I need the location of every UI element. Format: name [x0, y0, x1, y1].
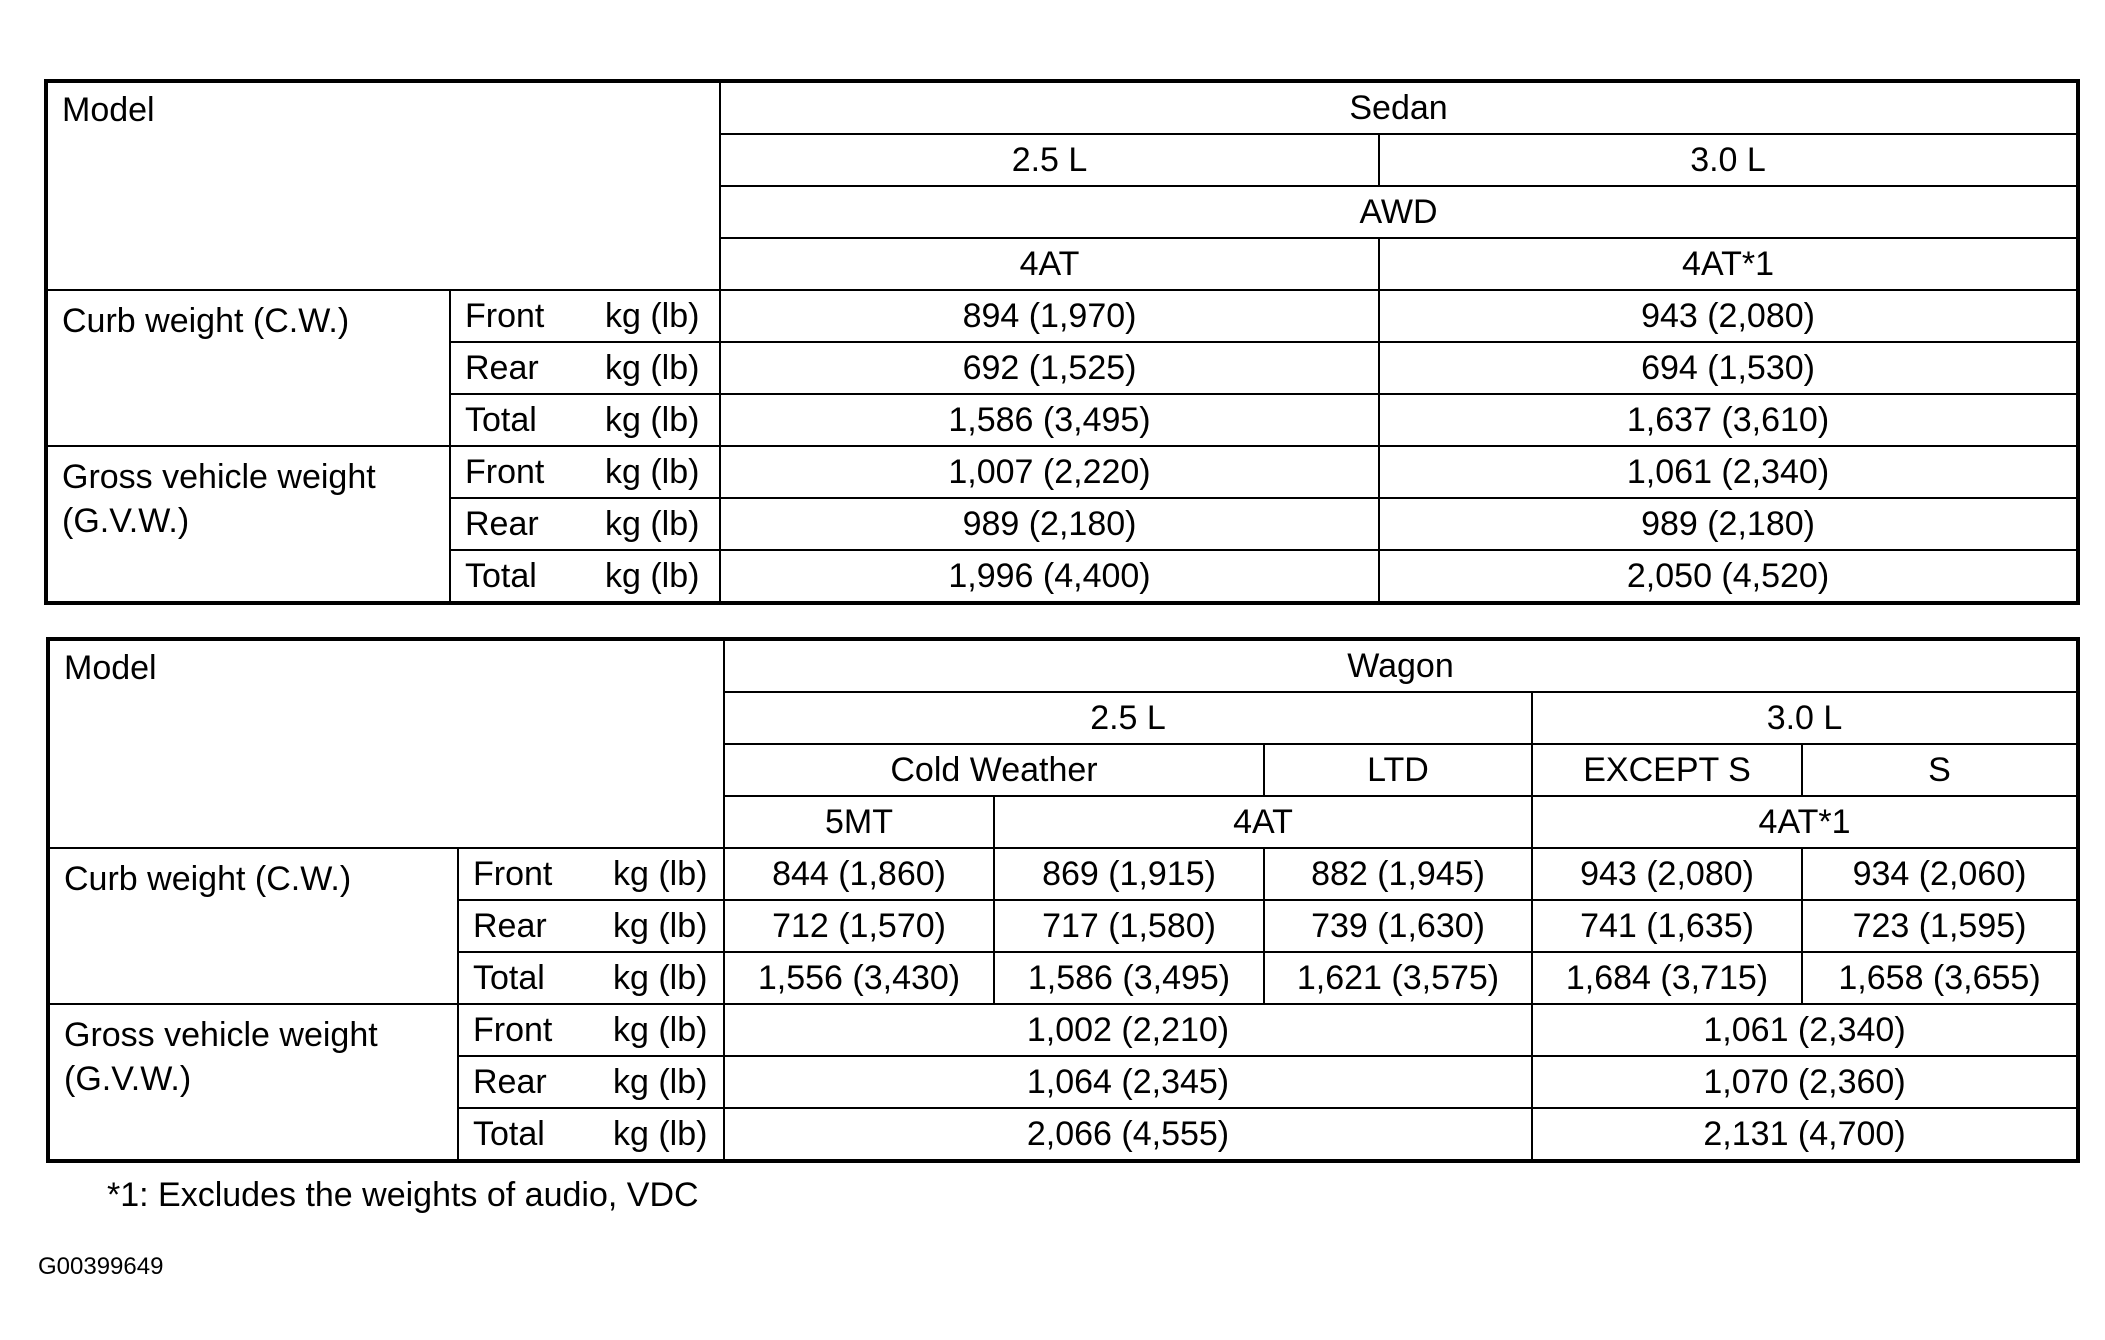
gvw-label	[48, 1004, 458, 1161]
value-cell: 989 (2,180)	[1379, 498, 2078, 550]
value-cell: 943 (2,080)	[1379, 290, 2078, 342]
value-cell: 989 (2,180)	[720, 498, 1379, 550]
value-cell: 741 (1,635)	[1532, 900, 1802, 952]
trim-header: LTD	[1264, 744, 1532, 796]
position-label: Rear	[465, 505, 539, 543]
value-cell: 1,996 (4,400)	[720, 550, 1379, 603]
unit-label: kg (lb)	[613, 855, 708, 893]
gvw-label-line1: Gross vehicle weight	[62, 458, 376, 496]
trim-header: S	[1802, 744, 2078, 796]
model-header-cell: Model	[46, 81, 720, 290]
gvw-label-line2: (G.V.W.)	[62, 502, 190, 541]
value-cell: 1,684 (3,715)	[1532, 952, 1802, 1004]
engine-header: 2.5 L	[720, 134, 1379, 186]
table-row	[46, 446, 2078, 498]
trim-header: EXCEPT S	[1532, 744, 1802, 796]
value-cell: 1,070 (2,360)	[1532, 1056, 2078, 1108]
position-label: Rear	[473, 907, 547, 945]
value-cell: 1,002 (2,210)	[724, 1004, 1532, 1056]
unit-label: kg (lb)	[605, 505, 700, 543]
gvw-label-line2: (G.V.W.)	[64, 1060, 192, 1099]
unit-label: kg (lb)	[613, 1063, 708, 1101]
wagon-weight-table	[46, 637, 2080, 1163]
unit-label: kg (lb)	[605, 453, 700, 491]
position-label: Front	[465, 297, 545, 335]
transmission-header: 5MT	[724, 796, 994, 848]
unit-label: kg (lb)	[613, 959, 708, 997]
position-label: Total	[465, 401, 537, 439]
value-cell: 1,637 (3,610)	[1379, 394, 2078, 446]
transmission-header: 4AT	[994, 796, 1532, 848]
body-type-header: Wagon	[724, 639, 2078, 692]
position-label: Total	[473, 959, 545, 997]
value-cell: 882 (1,945)	[1264, 848, 1532, 900]
unit-label: kg (lb)	[605, 401, 700, 439]
value-cell: 1,621 (3,575)	[1264, 952, 1532, 1004]
value-cell: 1,586 (3,495)	[720, 394, 1379, 446]
position-label: Front	[465, 453, 545, 491]
unit-label: kg (lb)	[613, 1115, 708, 1153]
sedan-weight-table	[44, 79, 2080, 605]
value-cell: 1,064 (2,345)	[724, 1056, 1532, 1108]
value-cell: 692 (1,525)	[720, 342, 1379, 394]
value-cell: 1,061 (2,340)	[1532, 1004, 2078, 1056]
value-cell: 1,061 (2,340)	[1379, 446, 2078, 498]
value-cell: 723 (1,595)	[1802, 900, 2078, 952]
unit-label: kg (lb)	[613, 907, 708, 945]
model-header-cell: Model	[48, 639, 724, 848]
value-cell: 1,586 (3,495)	[994, 952, 1264, 1004]
value-cell: 2,066 (4,555)	[724, 1108, 1532, 1161]
table-row	[48, 848, 2078, 900]
value-cell: 712 (1,570)	[724, 900, 994, 952]
footnote: *1: Excludes the weights of audio, VDC	[107, 1176, 699, 1214]
transmission-header: 4AT	[720, 238, 1379, 290]
value-cell: 717 (1,580)	[994, 900, 1264, 952]
engine-header: 2.5 L	[724, 692, 1532, 744]
unit-label: kg (lb)	[613, 1011, 708, 1049]
table-row	[48, 1004, 2078, 1056]
trim-header: Cold Weather	[724, 744, 1264, 796]
curb-weight-label: Curb weight (C.W.)	[48, 848, 458, 1004]
value-cell: 934 (2,060)	[1802, 848, 2078, 900]
position-label: Total	[473, 1115, 545, 1153]
value-cell: 2,050 (4,520)	[1379, 550, 2078, 603]
engine-header: 3.0 L	[1379, 134, 2078, 186]
value-cell: 1,007 (2,220)	[720, 446, 1379, 498]
value-cell: 844 (1,860)	[724, 848, 994, 900]
figure-code: G00399649	[38, 1253, 164, 1280]
position-label: Front	[473, 855, 553, 893]
engine-header: 3.0 L	[1532, 692, 2078, 744]
transmission-header: 4AT*1	[1379, 238, 2078, 290]
value-cell: 869 (1,915)	[994, 848, 1264, 900]
position-label: Rear	[473, 1063, 547, 1101]
value-cell: 1,556 (3,430)	[724, 952, 994, 1004]
position-label: Rear	[465, 349, 539, 387]
curb-weight-label: Curb weight (C.W.)	[46, 290, 450, 446]
value-cell: 943 (2,080)	[1532, 848, 1802, 900]
drive-header: AWD	[720, 186, 2078, 238]
unit-label: kg (lb)	[605, 349, 700, 387]
body-type-header: Sedan	[720, 81, 2078, 134]
value-cell: 2,131 (4,700)	[1532, 1108, 2078, 1161]
table-row	[46, 290, 2078, 342]
position-label: Total	[465, 557, 537, 595]
value-cell: 694 (1,530)	[1379, 342, 2078, 394]
gvw-label-line1: Gross vehicle weight	[64, 1016, 378, 1054]
transmission-header: 4AT*1	[1532, 796, 2078, 848]
value-cell: 894 (1,970)	[720, 290, 1379, 342]
value-cell: 1,658 (3,655)	[1802, 952, 2078, 1004]
position-label: Front	[473, 1011, 553, 1049]
value-cell: 739 (1,630)	[1264, 900, 1532, 952]
unit-label: kg (lb)	[605, 297, 700, 335]
unit-label: kg (lb)	[605, 557, 700, 595]
gvw-label	[46, 446, 450, 603]
